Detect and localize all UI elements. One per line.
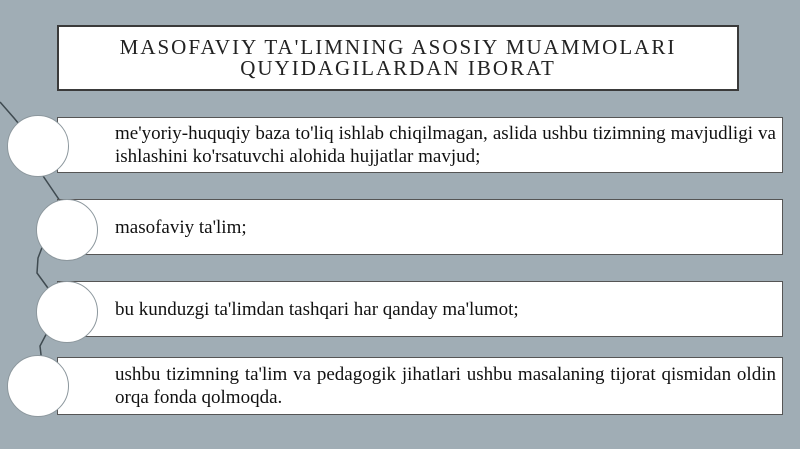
list-item-4 <box>57 357 783 415</box>
list-item-text: ushbu tizimning ta'lim va pedagogik jihatlari ushbu masalaning tijorat qismidan oldin orqa fonda qolmoqda. <box>115 364 776 408</box>
bullet-circle-2 <box>36 199 98 261</box>
list-item-text: masofaviy ta'lim; <box>115 216 247 238</box>
list-item-text: me'yoriy-huquqiy baza to'liq ishlab chiqilmagan, aslida ushbu tizimning mavjudligi va ishlashini ko'rsatuvchi alohida hujjatlar mavjud; <box>115 123 776 167</box>
title-box <box>57 25 739 91</box>
list-item-1 <box>57 117 783 173</box>
bullet-circle-4 <box>7 355 69 417</box>
slide-title <box>120 37 677 79</box>
title-line-2: QUYIDAGILARDAN IBORAT <box>240 56 556 80</box>
bullet-circle-3 <box>36 281 98 343</box>
list-item-3 <box>57 281 783 337</box>
bullet-circle-1 <box>7 115 69 177</box>
list-item-2 <box>57 199 783 255</box>
list-item-text: bu kunduzgi ta'limdan tashqari har qanday ma'lumot; <box>115 298 519 320</box>
title-line-1: MASOFAVIY TA'LIMNING ASOSIY MUAMMOLARI <box>119 35 677 59</box>
